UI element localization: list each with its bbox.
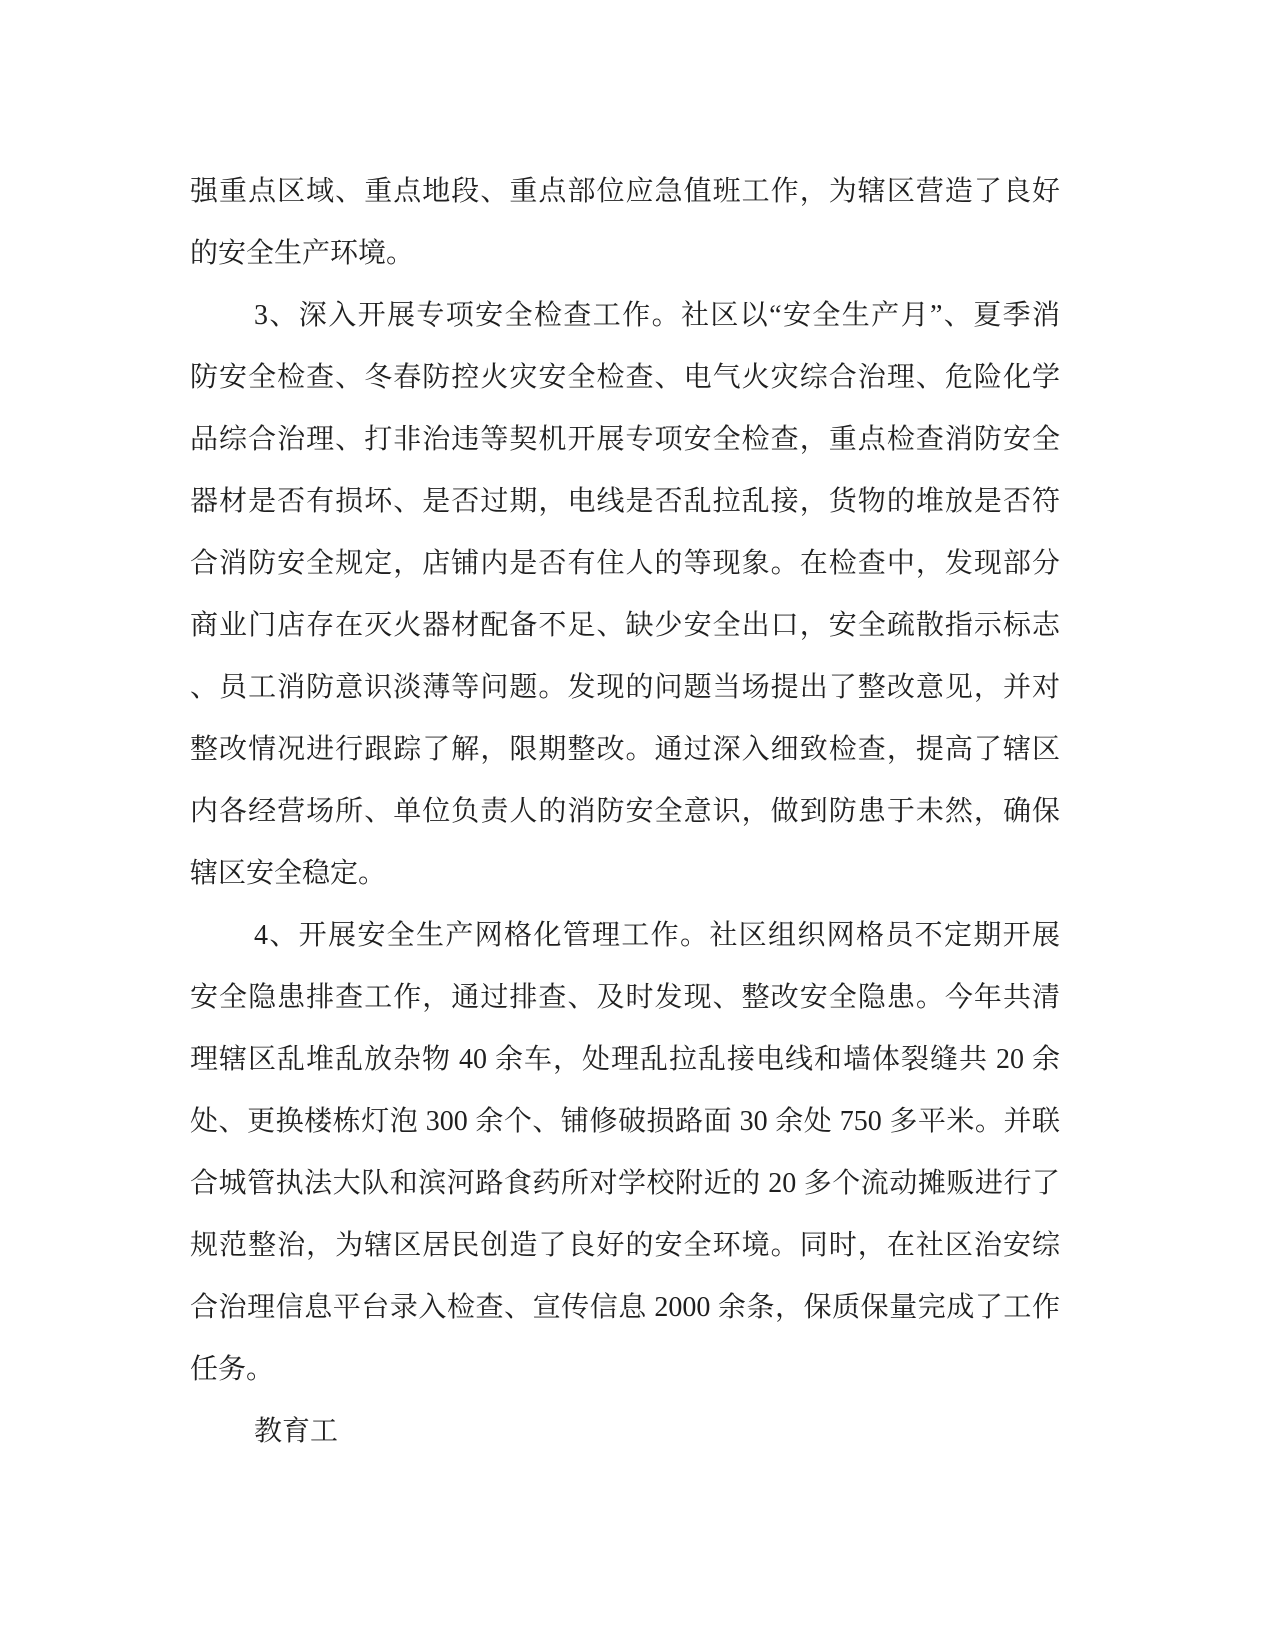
paragraph (190, 285, 1060, 905)
text-line: 商业门店存在灭火器材配备不足、缺少安全出口，安全疏散指示标志 (190, 610, 1060, 641)
text-line: 合治理信息平台录入检查、宣传信息 2000 余条，保质保量完成了工作 (190, 1292, 1060, 1323)
text-line: 强重点区域、重点地段、重点部位应急值班工作，为辖区营造了良好 (190, 176, 1060, 207)
text-line: 处、更换楼栋灯泡 300 余个、铺修破损路面 30 余处 750 多平米。并联 (190, 1106, 1060, 1137)
text-line: 理辖区乱堆乱放杂物 40 余车，处理乱拉乱接电线和墙体裂缝共 20 余 (190, 1044, 1060, 1075)
document-body (190, 161, 1060, 1463)
text-line: 防安全检查、冬春防控火灾安全检查、电气火灾综合治理、危险化学 (190, 362, 1060, 393)
text-line: 安全隐患排查工作，通过排查、及时发现、整改安全隐患。今年共清 (190, 982, 1060, 1013)
text-line: 内各经营场所、单位负责人的消防安全意识，做到防患于未然，确保 (190, 796, 1060, 827)
text-line: 教育工 (254, 1416, 339, 1447)
text-line: 辖区安全稳定。 (190, 858, 387, 889)
text-line: 3、深入开展专项安全检查工作。社区以“安全生产月”、夏季消 (254, 300, 1060, 331)
text-line: 整改情况进行跟踪了解，限期整改。通过深入细致检查，提高了辖区 (190, 734, 1060, 765)
text-line: 的安全生产环境。 (190, 238, 415, 269)
text-line: 合城管执法大队和滨河路食药所对学校附近的 20 多个流动摊贩进行了 (190, 1168, 1060, 1199)
paragraph (190, 905, 1060, 1401)
text-line: 任务。 (190, 1354, 275, 1385)
text-line: 品综合治理、打非治违等契机开展专项安全检查，重点检查消防安全 (190, 424, 1060, 455)
text-line: 规范整治，为辖区居民创造了良好的安全环境。同时，在社区治安综 (190, 1230, 1060, 1261)
text-line: 4、开展安全生产网格化管理工作。社区组织网格员不定期开展 (254, 920, 1060, 951)
text-line: 合消防安全规定，店铺内是否有住人的等现象。在检查中，发现部分 (190, 548, 1060, 579)
paragraph (190, 1401, 1060, 1463)
text-line: 、员工消防意识淡薄等问题。发现的问题当场提出了整改意见，并对 (190, 672, 1060, 703)
text-line: 器材是否有损坏、是否过期，电线是否乱拉乱接，货物的堆放是否符 (190, 486, 1060, 517)
paragraph (190, 161, 1060, 285)
